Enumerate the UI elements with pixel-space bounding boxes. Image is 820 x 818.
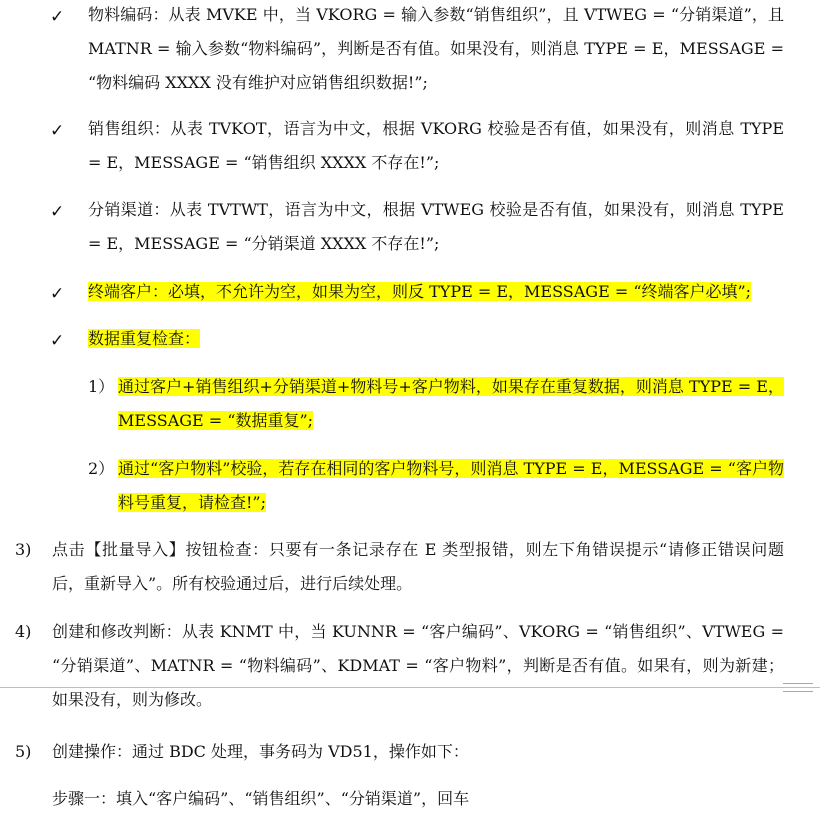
highlighted-text: 通过客户+销售组织+分销渠道+物料号+客户物料，如果存在重复数据，则消息 TYPE = E，MESSAGE = “数据重复”; — [118, 377, 784, 430]
item-number: 3) — [15, 540, 32, 559]
check-item-material-code: 物料编码：从表 MVKE 中，当 VKORG = 输入参数“销售组织”，且 VTWEG = “分销渠道”，且 MATNR = 输入参数“物料编码”，判断是否有值。如果没有，则消息 TYPE = E，MESSAGE = “物料编码 XXXX 没有维护对应销售组织数据!”; — [88, 5, 784, 92]
check-item-end-customer — [88, 275, 788, 309]
highlighted-text: 终端客户：必填，不允许为空，如果为空，则反 TYPE = E，MESSAGE = “终端客户必填”; — [88, 282, 752, 301]
highlighted-text: 通过“客户物料”校验，若存在相同的客户物料号，则消息 TYPE = E，MESSAGE = “客户物料号重复，请检查!”; — [118, 459, 784, 512]
highlighted-text: 数据重复检查： — [88, 329, 201, 348]
sub-item-duplicate-data — [118, 370, 784, 438]
check-mark-icon: ✓ — [50, 284, 65, 304]
check-mark-icon: ✓ — [50, 202, 65, 222]
check-mark-icon: ✓ — [50, 121, 65, 141]
sub-item-customer-material — [118, 452, 784, 520]
item-create-modify-judgement: 创建和修改判断：从表 KNMT 中，当 KUNNR = “客户编码”、VKORG = “销售组织”、VTWEG = “分销渠道”、MATNR = “物料编码”、KDMAT = “客户物料”，判断是否有值。如果有，则为新建；如果没有，则为修改。 — [52, 622, 784, 709]
page-break-line — [0, 687, 820, 688]
item-create-operation: 创建操作：通过 BDC 处理，事务码为 VD51，操作如下： — [52, 742, 469, 761]
check-item-distribution-channel: 分销渠道：从表 TVTWT，语言为中文，根据 VTWEG 校验是否有值，如果没有，则消息 TYPE = E，MESSAGE = “分销渠道 XXXX 不存在!”; — [88, 200, 784, 253]
item-number: 4) — [15, 622, 32, 641]
check-item-duplicate-check — [88, 322, 784, 356]
check-item-sales-org: 销售组织：从表 TVKOT，语言为中文，根据 VKORG 校验是否有值，如果没有，则消息 TYPE = E，MESSAGE = “销售组织 XXXX 不存在!”; — [88, 119, 784, 172]
item-batch-import-check: 点击【批量导入】按钮检查：只要有一条记录存在 E 类型报错，则左下角错误提示“请修正错误问题后，重新导入”。所有校验通过后，进行后续处理。 — [52, 540, 784, 593]
sub-item-number: 1） — [88, 377, 115, 396]
sub-item-number: 2） — [88, 459, 115, 478]
check-mark-icon: ✓ — [50, 7, 65, 27]
item-number: 5) — [15, 742, 32, 761]
step-one: 步骤一：填入“客户编码”、“销售组织”、“分销渠道”，回车 — [52, 789, 470, 808]
page-break-marker — [783, 683, 813, 692]
check-mark-icon: ✓ — [50, 331, 65, 351]
